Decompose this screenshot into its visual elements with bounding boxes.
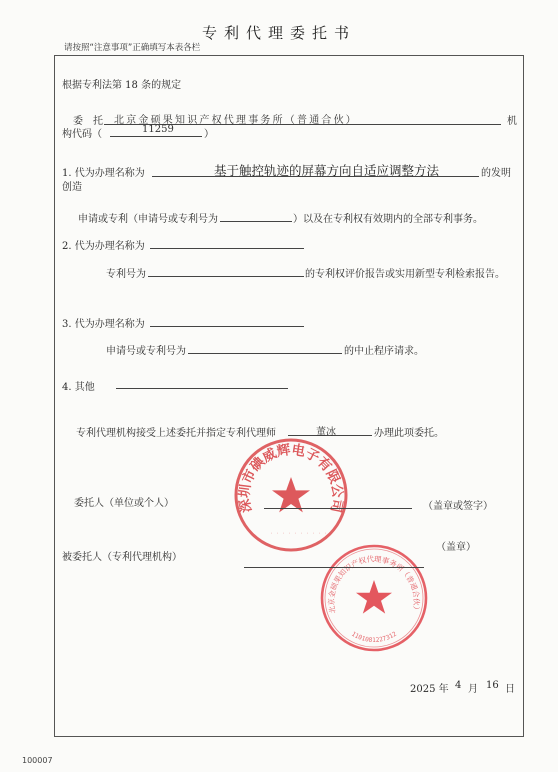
item2-name-line	[150, 248, 304, 249]
item3-name-line	[150, 326, 304, 327]
agent-name: 董冰	[316, 427, 336, 438]
principal-label: 委托人（单位或个人）	[74, 498, 174, 509]
agent-org-stamp-hint: （盖章）	[436, 542, 476, 553]
date-day: 16	[486, 680, 499, 691]
legal-basis: 根据专利法第 18 条的规定	[62, 80, 182, 91]
agent-org-label: 被委托人（专利代理机构）	[62, 552, 182, 563]
accept-suffix: 办理此项委托。	[374, 428, 444, 439]
item1-line2-suffix: ）以及在专利权有效期内的全部专利事务。	[293, 214, 483, 225]
agency-seal-number: 1101081227312	[349, 630, 399, 644]
date-day-unit: 日	[505, 684, 515, 695]
date-year: 2025 年	[410, 684, 449, 695]
item1-invention-title: 基于触控轨迹的屏幕方向自适应调整方法	[214, 163, 440, 178]
item1-line2-prefix: 申请或专利（申请号或专利号为	[78, 214, 218, 225]
principal-sign-line	[264, 508, 412, 509]
item3-line2-prefix: 申请号或专利号为	[106, 346, 186, 357]
agency-code-label: 构代码（	[62, 129, 102, 140]
form-frame	[54, 55, 524, 737]
item2-line2-prefix: 专利号为	[106, 269, 146, 280]
item1-label: 1. 代为办理名称为	[62, 168, 145, 179]
item1-suffix: 的发明	[481, 168, 511, 179]
item4-label: 4. 其他	[62, 382, 95, 393]
item2-label: 2. 代为办理名称为	[62, 241, 145, 252]
item1-suffix2: 创造	[62, 182, 82, 193]
agency-seal-text: 北京金硕果知识产权代理事务所（普通合伙）	[326, 554, 422, 615]
svg-text:· · · · · · · · · ·: · · · · · · · · · ·	[270, 531, 328, 537]
item1-number-line	[220, 221, 292, 222]
entrust-label: 委 托	[73, 116, 103, 127]
principal-company-seal	[232, 436, 350, 554]
form-code: 100007	[22, 756, 53, 765]
item3-line2-suffix: 的中止程序请求。	[344, 346, 424, 357]
principal-seal-text: 深圳市碘威辉电子有限公司	[236, 442, 346, 514]
date-month: 4	[455, 680, 462, 691]
principal-sign-hint: （盖章或签字）	[423, 501, 493, 512]
item3-label: 3. 代为办理名称为	[62, 319, 145, 330]
document-title: 专利代理委托书	[201, 24, 356, 42]
item3-number-line	[188, 353, 342, 354]
fill-instruction-note: 请按照“注意事项”正确填写本表各栏	[64, 43, 201, 53]
agency-code-line	[110, 136, 202, 137]
accept-prefix: 专利代理机构接受上述委托并指定专利代理师	[76, 428, 276, 439]
svg-text:1101081227312	[350, 630, 398, 644]
agency-code-close: ）	[204, 129, 214, 140]
agency-code: 11259	[142, 124, 174, 135]
agency-name: 北京金硕果知识产权代理事务所（普通合伙）	[114, 115, 358, 126]
agency-suffix: 机	[507, 116, 517, 127]
item2-number-line	[148, 276, 304, 277]
date-month-unit: 月	[468, 684, 478, 695]
agent-org-sign-line	[244, 567, 424, 568]
item4-other-line	[116, 388, 288, 389]
item2-line2-suffix: 的专利权评价报告或实用新型专利检索报告。	[305, 269, 505, 280]
agency-seal	[318, 542, 430, 654]
